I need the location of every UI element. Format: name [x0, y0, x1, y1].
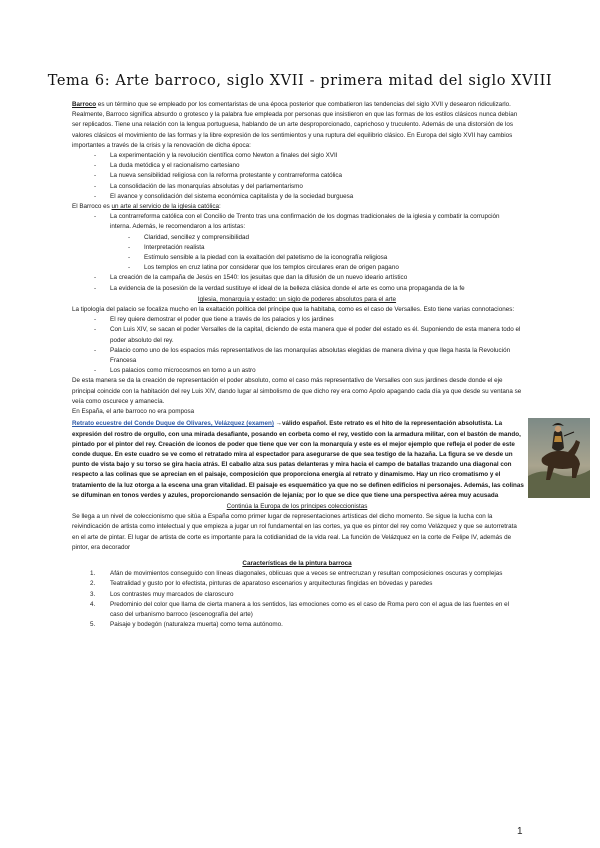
- intro-text: es un término que se empleado por los comentaristas de una época posterior que combatieron las tendencias del siglo XVII y desearon ridiculizarlo. Realmente, Barroco significa absurdo o grotesco y la palabra fue empleada por personas que insistieron en que las formas de los estilos clásicos nunca debían ser replicados. Tiene una relación con la lengua portuguesa, hablando de un arte desproporcionado, caprichoso y truculento. Además de una distorsión de los valores clásicos el movimiento de las formas y la libre expresión de los sentimientos y una ruptura del equilibrio clásico. En Europa del siglo XVII hay cambios importantes a través de la crisis y la renovación de dicha época:: [72, 101, 518, 149]
- item-text: Afán de movimientos conseguido con líneas diagonales, oblicuas que a veces se entrecruzan y resultan composiciones oscuras y complejas: [110, 570, 503, 578]
- collections-paragraph: Se llega a un nivel de coleccionismo que sitúa a España como primer lugar de representaciones artísticas del dicho momento. Se sigue la lucha con la reivindicación de artista como intelectual y que empieza a jugar un rol fundamental en las cortes, ya que es pintor del rey como Velázquez y que se autorretrata en el arte de pintar. El lugar de artista de corte es importante para la cotidianidad de la vida real. La función de Velázquez en la corte de Felipe IV, además de pintor, era decorador: [72, 513, 517, 551]
- sub-list-item: - Interpretación realista: [72, 243, 522, 253]
- item-number: 3.: [90, 590, 96, 598]
- item-number: 1.: [90, 570, 96, 578]
- painting-paragraph: [72, 419, 524, 501]
- document-title: Tema 6: Arte barroco, siglo XVII - primera mitad del siglo XVIII: [47, 73, 553, 89]
- numbered-item: [72, 620, 522, 630]
- list-item: - Con Luis XIV, se sacan el poder Versalles de la capital, diciendo de esta manera que el poder del estado es él. Suponiendo de esta manera todo el poder absoluto del rey.: [72, 325, 522, 345]
- item-number: 5.: [90, 621, 96, 629]
- numbered-item: [72, 579, 522, 589]
- equestrian-portrait-image: [528, 418, 590, 498]
- church-lead-end: :: [219, 203, 221, 211]
- list-item: - El rey quiere demostrar el poder que tiene a través de los palacios y los jardines: [72, 315, 522, 325]
- numbered-item: [72, 600, 522, 620]
- list-item: - La contrarreforma católica con el Concilio de Trento tras una confirmación de los dogmas tradicionales de la iglesia y combatir la corrupción interna. Además, le recomendaron a los artistas:: [72, 212, 522, 232]
- item-text: Los contrastes muy marcados de claroscuro: [110, 590, 234, 598]
- church-lead-text: El Barroco es: [72, 203, 112, 211]
- list-item: - La creación de la campaña de Jesús en 1540: los jesuitas que dan la difusión de un nuevo ideario artístico: [72, 273, 522, 283]
- monarchy-list: [72, 315, 522, 376]
- changes-list: [72, 151, 522, 202]
- section-heading-collections: Continúa la Europa de los príncipes coleccionistas: [226, 502, 368, 510]
- church-list: [72, 212, 522, 294]
- list-item: - La evidencia de la posesión de la verdad sustituye el ideal de la belleza clásica donde el arte es como una propaganda de la fe: [72, 284, 522, 294]
- church-lead: [72, 202, 522, 212]
- item-text: Paisaje y bodegón (naturaleza muerta) como tema autónomo.: [110, 621, 283, 629]
- item-text: Predominio del color que llama de cierta manera a los sentidos, las emociones como es el caso de Roma pero con el agua de las fuentes en el caso del urbanismo barroco (escenografía del arte): [110, 600, 510, 618]
- item-number: 2.: [90, 580, 96, 588]
- sub-list-item: - Claridad, sencillez y comprensibilidad: [72, 233, 522, 243]
- list-item: - La experimentación y la revolución científica como Newton a finales del siglo XVII: [72, 151, 522, 161]
- spain-note: En España, el arte barroco no era pomposa: [72, 408, 195, 416]
- list-item: - La consolidación de las monarquías absolutas y del parlamentarismo: [72, 182, 522, 192]
- painting-section: [72, 419, 522, 501]
- item-text: Teatralidad y gusto por lo efectista, pinturas de aparatoso escenarios y arquitecturas fingidas en bóvedas y paredes: [110, 580, 433, 588]
- sub-list-item: - Los templos en cruz latina por considerar que los templos circulares eran de origen pagano: [72, 263, 522, 273]
- list-item: - El avance y consolidación del sistema económica capitalista y de la sociedad burguesa: [72, 192, 522, 202]
- monarchy-closing: De esta manera se da la creación de representación el poder absoluto, como el caso más representativo de Versalles con sus jardines desde donde el eje principal coincide con la habitación del rey Luis XIV, dando lugar al simbolismo de que dicho rey era como Apolo apagando cada día ya que desde su ventana se veía como oscurece y amanecía.: [72, 377, 522, 405]
- intro-term: Barroco: [72, 101, 97, 108]
- list-item: - Palacio como uno de los espacios más representativos de las monarquías absolutas elegidas de manera divina y que llega hasta la Revolución Francesa: [72, 346, 522, 366]
- painting-arrow: →: [273, 420, 282, 428]
- page-number: 1: [517, 826, 523, 837]
- characteristics-list: [72, 569, 522, 630]
- sub-list-item: - Estímulo sensible a la piedad con la exaltación del patetismo de la iconografía religiosa: [72, 253, 522, 263]
- painting-title: Retrato ecuestre del Conde Duque de Olivares, Velázquez (examen): [72, 420, 274, 428]
- item-number: 4.: [90, 600, 96, 608]
- document-body: [72, 100, 522, 630]
- list-item: - La duda metódica y el racionalismo cartesiano: [72, 161, 522, 171]
- section-heading-monarchy: Iglesia, monarquía y estado: un siglo de poderes absolutos para el arte: [197, 295, 397, 303]
- church-lead-underlined: un arte al servicio de la iglesia católica: [111, 203, 219, 211]
- intro-paragraph: [72, 100, 522, 151]
- numbered-item: [72, 569, 522, 579]
- list-item: - La nueva sensibilidad religiosa con la reforma protestante y contrarreforma católica: [72, 171, 522, 181]
- numbered-item: [72, 590, 522, 600]
- monarchy-intro: La tipología del palacio se focaliza mucho en la exaltación política del príncipe que la habitaba, como es el caso de Versalles. Esto tiene varias connotaciones:: [72, 306, 515, 314]
- list-item: - Los palacios como microcosmos en torno a un astro: [72, 366, 522, 376]
- painting-text: válido español. Este retrato es el hito de la representación absolutista. La expresión del rostro de orgullo, con una mirada desafiante, posando en corbeta como el rey, vestido con la armadura militar, con el bastón de mando, pintado por el pintor del rey. Creación de iconos de poder que tiene que ver con la monarquía y este es el mejor ejemplo que refleja el poder de este conde duque. En este cuadro se ve como el retratado mira al espectador para asegurarse de que sea testigo de la hazaña. La figura se ve desde un punto de vista bajo y su torso se gira hacia atrás. El caballo alza sus patas delanteras y mira hacia el campo de batallas trazando una diagonal con respecto a las colinas que se aprecian en el paisaje, composición que proporciona energía al retrato y dinamismo. Hay un rico cromatismo y el tratamiento de la luz otorga a la escena una gran vitalidad. El paisaje es esquemático ya que no se definen edificios ni personajes. Además, las colinas se difuminan en tonos verdes y azules, proporcionando sensación de lejanía; por lo que se dice que tiene una perspectiva aérea muy acusada: [72, 420, 524, 499]
- section-heading-characteristics: Características de la pintura barroca: [242, 559, 352, 567]
